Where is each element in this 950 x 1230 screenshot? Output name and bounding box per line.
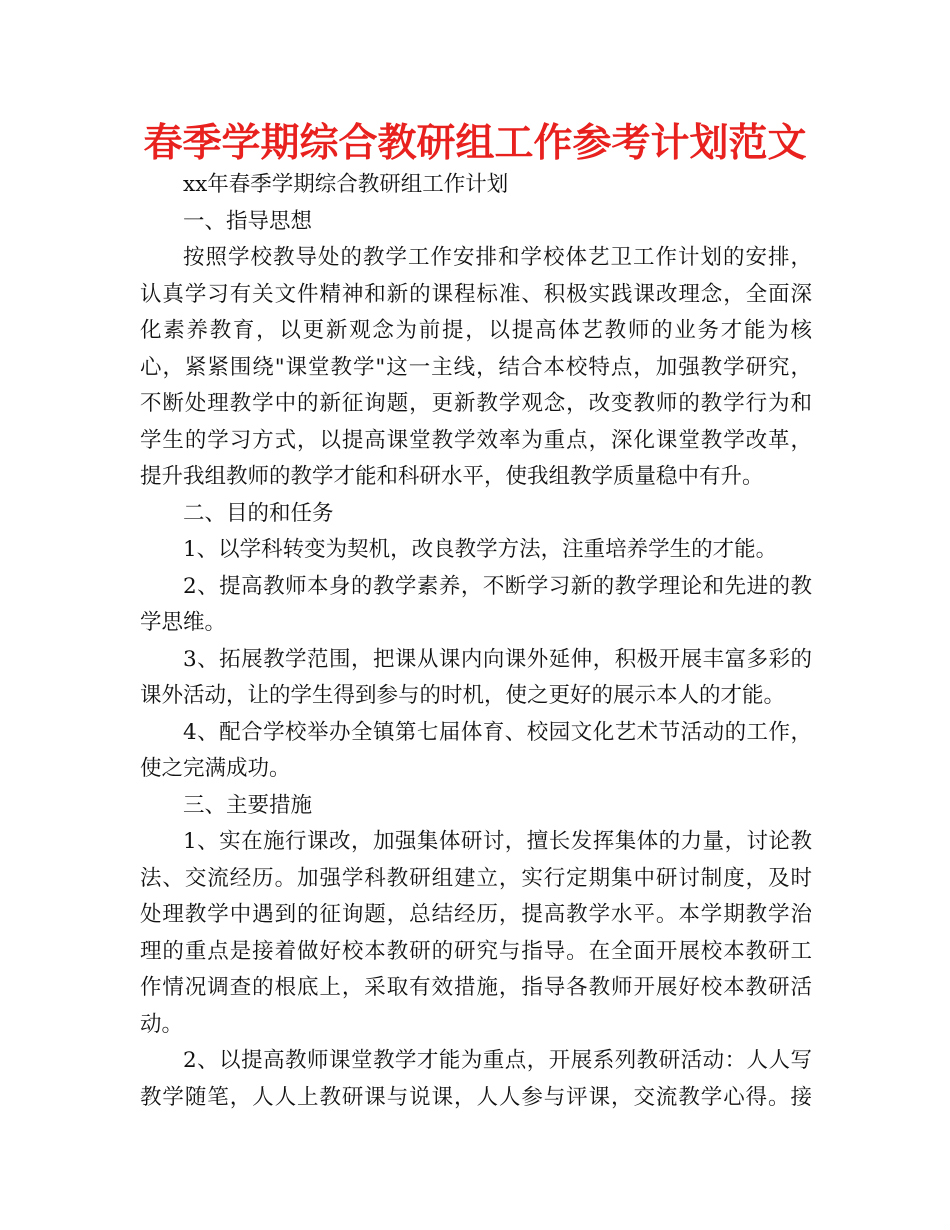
body-line: 三、主要措施	[183, 792, 313, 818]
body-line: 动。	[140, 1011, 184, 1037]
body-line: 提升我组教师的教学才能和科研水平，使我组教学质量稳中有升。	[140, 464, 764, 489]
body-line: 2、以提高教师课堂教学才能为重点，开展系列教研活动：人人写	[183, 1048, 812, 1073]
body-line: 认真学习有关文件精神和新的课程标准、积极实践课改理念，全面深	[140, 281, 812, 307]
body-line: 按照学校教导处的教学工作安排和学校体艺卫工作计划的安排，	[183, 245, 812, 270]
body-line: 理的重点是接着做好校本教研的研究与指导。在全面开展校本教研工	[140, 938, 812, 964]
body-line: 教学随笔，人人上教研课与说课，人人参与评课，交流教学心得。接	[140, 1084, 812, 1110]
document-title: 春季学期综合教研组工作参考计划范文	[143, 121, 807, 166]
body-line: 4、配合学校举办全镇第七届体育、校园文化艺术节活动的工作，	[183, 719, 812, 745]
body-line: 作情况调查的根底上，采取有效措施，指导各教师开展好校本教研活	[140, 975, 812, 1000]
body-line: 学思维。	[140, 610, 227, 635]
body-line: 3、拓展教学范围，把课从课内向课外延伸，积极开展丰富多彩的	[183, 646, 812, 672]
body-line: 不断处理教学中的新征询题，更新教学观念，改变教师的教学行为和	[140, 391, 812, 416]
body-line: 课外活动，让的学生得到参与的时机，使之更好的展示本人的才能。	[140, 683, 786, 708]
body-line: 1、以学科转变为契机，改良教学方法，注重培养学生的才能。	[183, 537, 778, 562]
body-line: 心，紧紧围绕"课堂教学"这一主线，结合本校特点，加强教学研究，	[140, 354, 812, 380]
body-line: xx年春季学期综合教研组工作计划	[183, 172, 509, 197]
body-line: 学生的学习方式，以提高课堂教学效率为重点，深化课堂教学改革，	[140, 427, 812, 453]
body-line: 2、提高教师本身的教学素养，不断学习新的教学理论和先进的教	[183, 573, 812, 599]
body-line: 使之完满成功。	[140, 756, 291, 781]
body-line: 化素养教育，以更新观念为前提，以提高体艺教师的业务才能为核	[140, 318, 812, 343]
document-body	[140, 167, 812, 1116]
body-line: 法、交流经历。加强学科教研组建立，实行定期集中研讨制度，及时	[140, 865, 812, 891]
body-line: 处理教学中遇到的征询题，总结经历，提高教学水平。本学期教学治	[140, 902, 812, 927]
body-line: 一、指导思想	[183, 208, 313, 234]
body-line: 1、实在施行课改，加强集体研讨，擅长发挥集体的力量，讨论教	[183, 829, 812, 854]
body-line: 二、目的和任务	[183, 500, 334, 526]
